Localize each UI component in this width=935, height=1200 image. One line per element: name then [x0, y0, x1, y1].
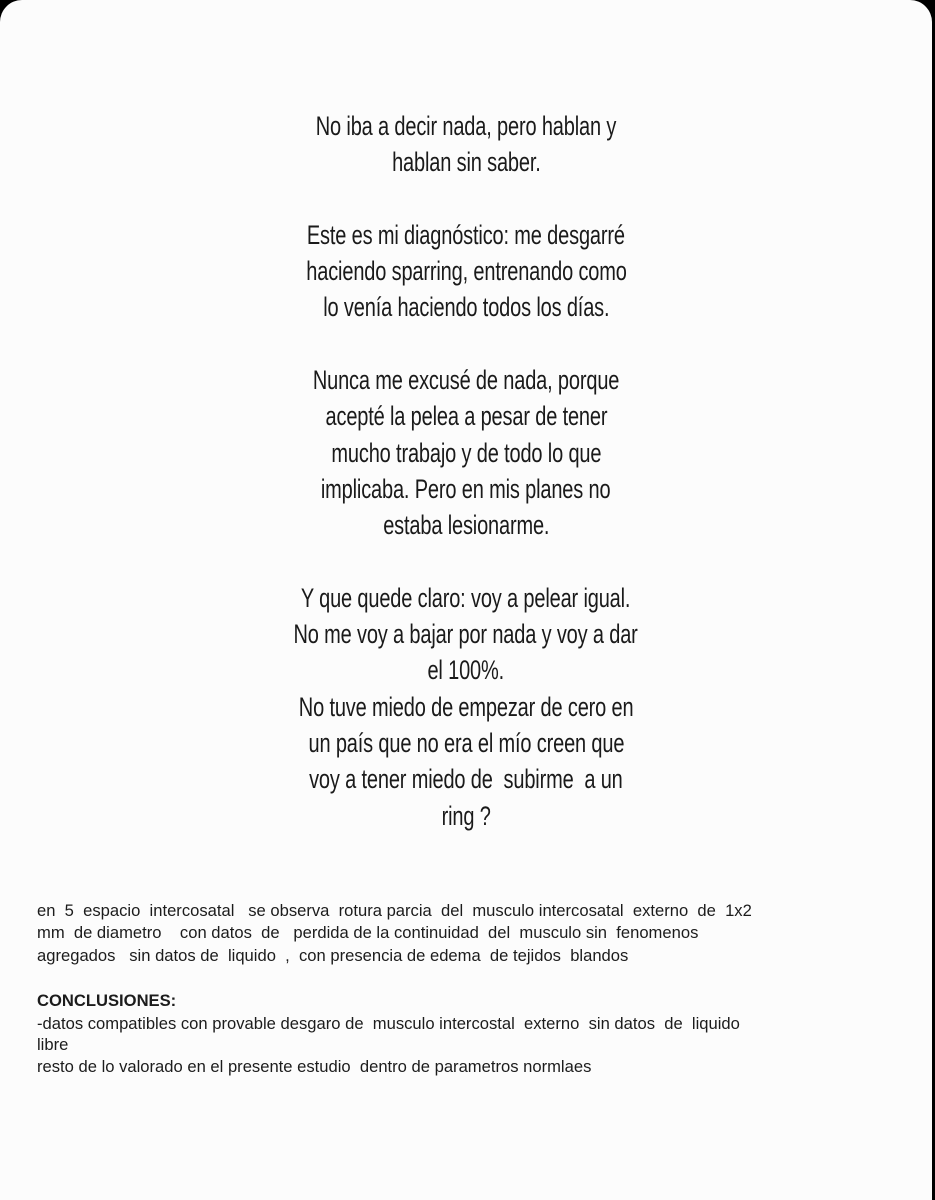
- paragraph-gap: [0, 326, 932, 362]
- statement-line: No tuve miedo de empezar de cero en: [298, 691, 634, 722]
- statement-line: Este es mi diagnóstico: me desgarré: [307, 219, 625, 250]
- medical-report-excerpt: [37, 900, 897, 1077]
- report-conclusions: [37, 989, 897, 1078]
- statement-line: No me voy a bajar por nada y voy a dar: [293, 619, 639, 650]
- statement-line: voy a tener miedo de subirme a un: [309, 764, 623, 795]
- statement-line: lo venía haciendo todos los días.: [322, 292, 610, 323]
- statement-line: implicaba. Pero en mis planes no: [321, 473, 611, 504]
- statement-line: un país que no era el mío creen que: [308, 728, 624, 759]
- personal-statement: [0, 108, 932, 834]
- conclusion-line: libre: [37, 1035, 69, 1055]
- conclusion-line: resto de lo valorado en el presente estudio dentro de parametros normlaes: [37, 1056, 592, 1076]
- conclusions-heading: CONCLUSIONES:: [37, 990, 177, 1010]
- statement-line: ring ?: [441, 800, 491, 831]
- report-line: en 5 espacio intercosatal se observa rotura parcia del musculo intercosatal externo de 1x2: [37, 901, 752, 920]
- report-findings: [37, 900, 897, 967]
- section-gap: [37, 967, 897, 989]
- statement-line: No iba a decir nada, pero hablan y: [315, 111, 617, 141]
- report-line: mm de diametro con datos de perdida de la continuidad del musculo sin fenomenos: [37, 923, 699, 943]
- statement-line: Y que quede claro: voy a pelear igual.: [301, 582, 631, 613]
- statement-line: Nunca me excusé de nada, porque: [312, 365, 620, 396]
- paragraph-gap: [0, 544, 932, 580]
- report-line: agregados sin datos de liquido , con presencia de edema de tejidos blandos: [37, 945, 629, 965]
- statement-line: hablan sin saber.: [391, 147, 541, 178]
- paragraph-gap: [0, 181, 932, 217]
- statement-line: mucho trabajo y de todo lo que: [331, 437, 601, 468]
- statement-line: haciendo sparring, entrenando como: [305, 256, 627, 287]
- statement-line: acepté la pelea a pesar de tener: [325, 401, 607, 432]
- statement-line: el 100%.: [427, 655, 505, 686]
- conclusion-line: -datos compatibles con provable desgaro de musculo intercostal externo sin datos de liquido: [37, 1013, 740, 1033]
- statement-line: estaba lesionarme.: [382, 510, 550, 541]
